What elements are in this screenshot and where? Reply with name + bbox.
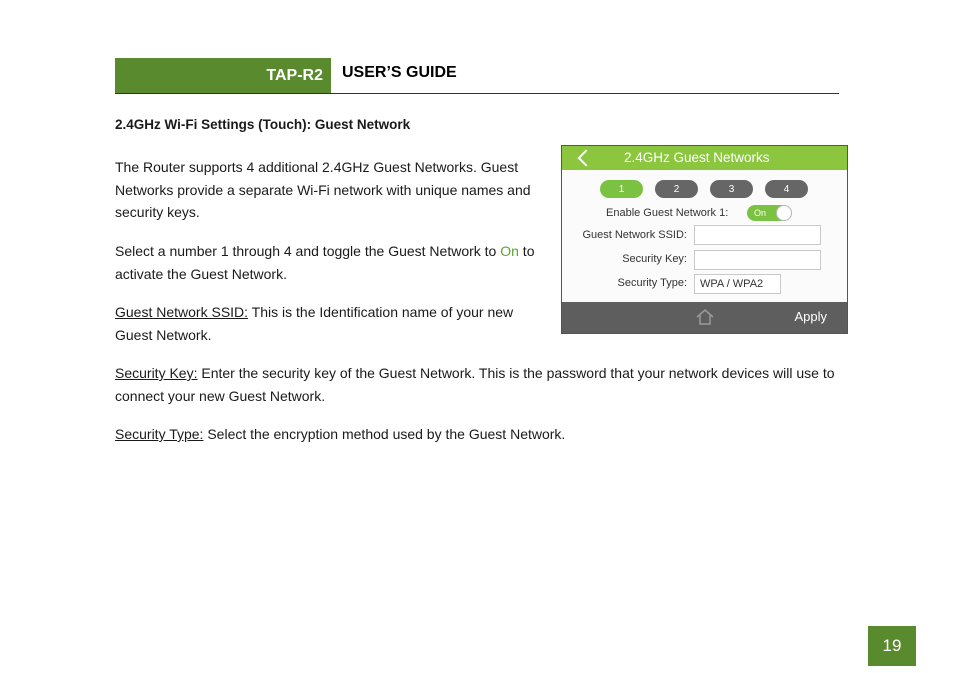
- ssid-term: Guest Network SSID:: [115, 304, 249, 320]
- tab-guest-2[interactable]: 2: [655, 180, 698, 198]
- apply-button[interactable]: Apply: [794, 309, 827, 324]
- ssid-desc: This is the Identification name of your new Guest Network.: [115, 304, 514, 343]
- tab-guest-4[interactable]: 4: [765, 180, 808, 198]
- tab-guest-3[interactable]: 3: [710, 180, 753, 198]
- type-description: [115, 423, 839, 446]
- device-title: 2.4GHz Guest Networks: [624, 150, 770, 165]
- enable-guest-toggle[interactable]: [747, 205, 792, 221]
- security-type-select[interactable]: WPA / WPA2: [694, 274, 781, 294]
- device-footer: [562, 302, 847, 333]
- guest-network-tabs: [600, 180, 808, 198]
- type-term: Security Type:: [115, 426, 204, 442]
- type-field-label: Security Type:: [617, 277, 687, 289]
- key-field-label: Security Key:: [622, 253, 687, 265]
- ssid-field-label: Guest Network SSID:: [582, 229, 687, 241]
- intro-paragraph: The Router supports 4 additional 2.4GHz Guest Networks. Guest Networks provide a separate Wi-Fi network with unique names and security keys.: [115, 159, 531, 220]
- instruction-paragraph: [115, 240, 545, 285]
- product-badge: TAP-R2: [115, 58, 331, 93]
- device-screenshot: [561, 145, 848, 334]
- device-title-bar: [562, 146, 847, 170]
- key-term: Security Key:: [115, 365, 198, 381]
- tab-guest-1[interactable]: 1: [600, 180, 643, 198]
- key-desc: Enter the security key of the Guest Network. This is the password that your network devices will use to connect your new Guest Network.: [115, 365, 835, 404]
- toggle-knob: [776, 205, 792, 221]
- home-icon[interactable]: [695, 308, 715, 326]
- ssid-description: [115, 301, 545, 346]
- instruction-text-after: to activate the Guest Network.: [115, 243, 535, 282]
- key-description: [115, 362, 839, 407]
- instruction-text-before: Select a number 1 through 4 and toggle the Guest Network to: [115, 243, 501, 259]
- on-highlight: On: [500, 243, 519, 259]
- toggle-label: On: [754, 208, 767, 218]
- page-number: 19: [868, 626, 916, 666]
- ssid-input[interactable]: [694, 225, 821, 245]
- back-chevron-icon[interactable]: [578, 150, 595, 167]
- guide-title: USER’S GUIDE: [342, 64, 457, 81]
- section-heading: 2.4GHz Wi-Fi Settings (Touch): Guest Network: [115, 117, 411, 132]
- enable-guest-label: Enable Guest Network 1:: [606, 207, 729, 219]
- header-rule: [115, 93, 839, 94]
- security-key-input[interactable]: [694, 250, 821, 270]
- type-desc: Select the encryption method used by the Guest Network.: [203, 426, 566, 442]
